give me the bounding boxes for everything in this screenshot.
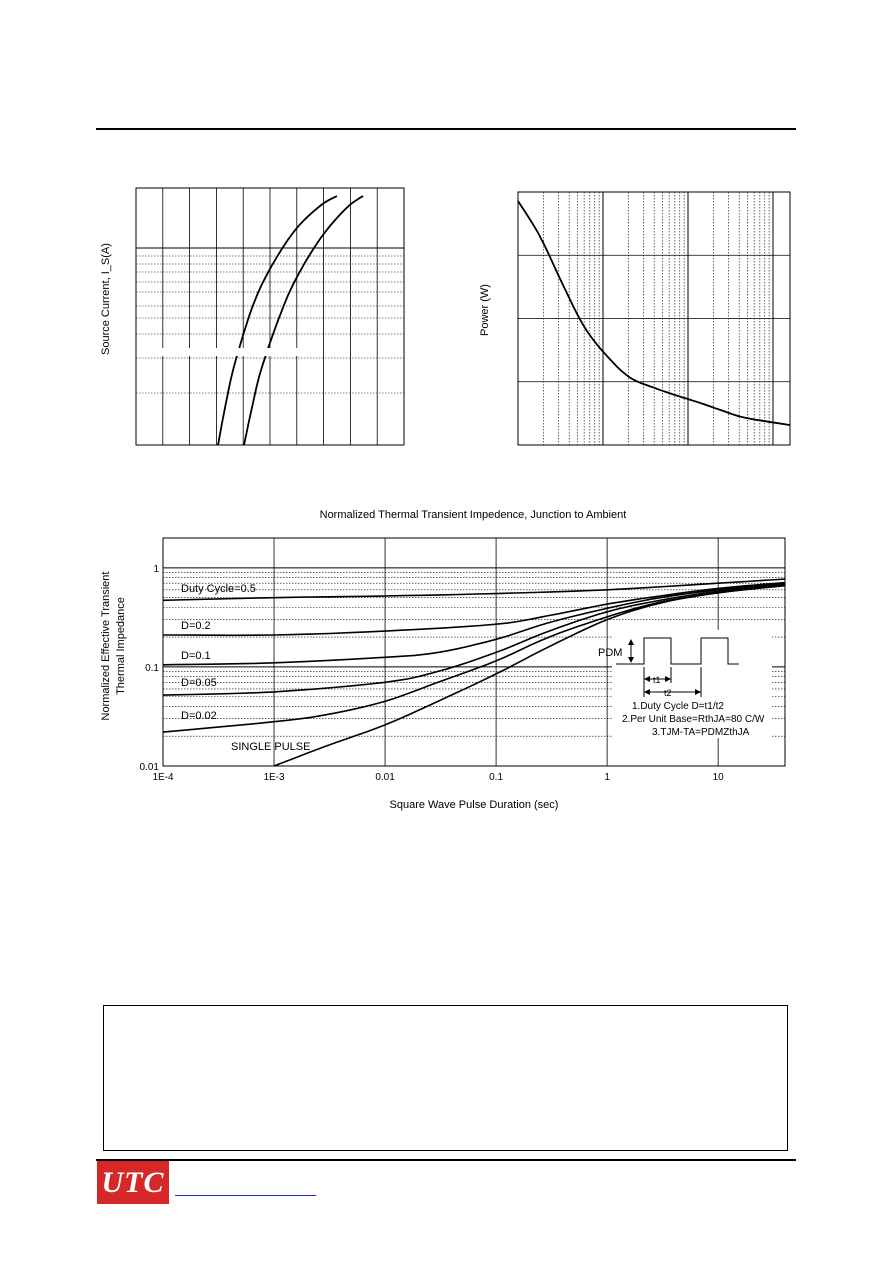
chart3-series-label: D=0.05 bbox=[181, 677, 217, 689]
utc-logo bbox=[97, 1161, 169, 1204]
website-link[interactable] bbox=[175, 1195, 316, 1196]
chart3-series-label: SINGLE PULSE bbox=[231, 741, 311, 753]
chart3-note-1: 1.Duty Cycle D=t1/t2 bbox=[632, 701, 724, 712]
chart2-ylabel: Power (W) bbox=[479, 284, 491, 336]
thermal-chart-title: Normalized Thermal Transient Impedence, Junction to Ambient bbox=[319, 509, 627, 521]
utc-logo-text: UTC bbox=[101, 1165, 165, 1199]
chart3-xtick: 0.1 bbox=[489, 772, 504, 783]
chart3-note-2: 2.Per Unit Base=RthJA=80 C/W bbox=[622, 714, 765, 725]
chart3-series-label: D=0.02 bbox=[181, 710, 217, 722]
chart3-ytick: 1 bbox=[153, 563, 159, 575]
chart3-series-label: D=0.2 bbox=[181, 620, 211, 632]
chart3-xtick: 1 bbox=[604, 772, 610, 783]
chart1-ylabel: Source Current, I_S(A) bbox=[100, 243, 112, 355]
chart3-note-3: 3.TJM-TA=PDMZthJA bbox=[652, 727, 750, 738]
chart3-xtick: 1E-3 bbox=[263, 772, 285, 783]
inset-pdm-label: PDM bbox=[598, 647, 623, 659]
chart3-xtick: 0.01 bbox=[375, 772, 395, 783]
chart3-series-label: Duty Cycle=0.5 bbox=[181, 583, 256, 595]
chart3-ylabel-line1: Normalized Effective Transient bbox=[100, 571, 112, 721]
chart3-xtick: 10 bbox=[712, 772, 724, 783]
inset-t1-label: t1 bbox=[653, 675, 661, 685]
chart3-ytick: 0.01 bbox=[139, 762, 159, 773]
chart3-series-1 bbox=[163, 583, 785, 636]
chart3-xtick: 1E-4 bbox=[152, 772, 174, 783]
chart3-xlabel: Square Wave Pulse Duration (sec) bbox=[389, 799, 559, 811]
chart3-ylabel-line2: Thermal Impedance bbox=[115, 597, 127, 695]
footer-rule bbox=[96, 1159, 796, 1161]
chart3-ytick: 0.1 bbox=[145, 662, 159, 674]
notice-box bbox=[103, 1005, 788, 1151]
inset-t2-label: t2 bbox=[664, 688, 672, 698]
chart3-series-label: D=0.1 bbox=[181, 650, 211, 662]
